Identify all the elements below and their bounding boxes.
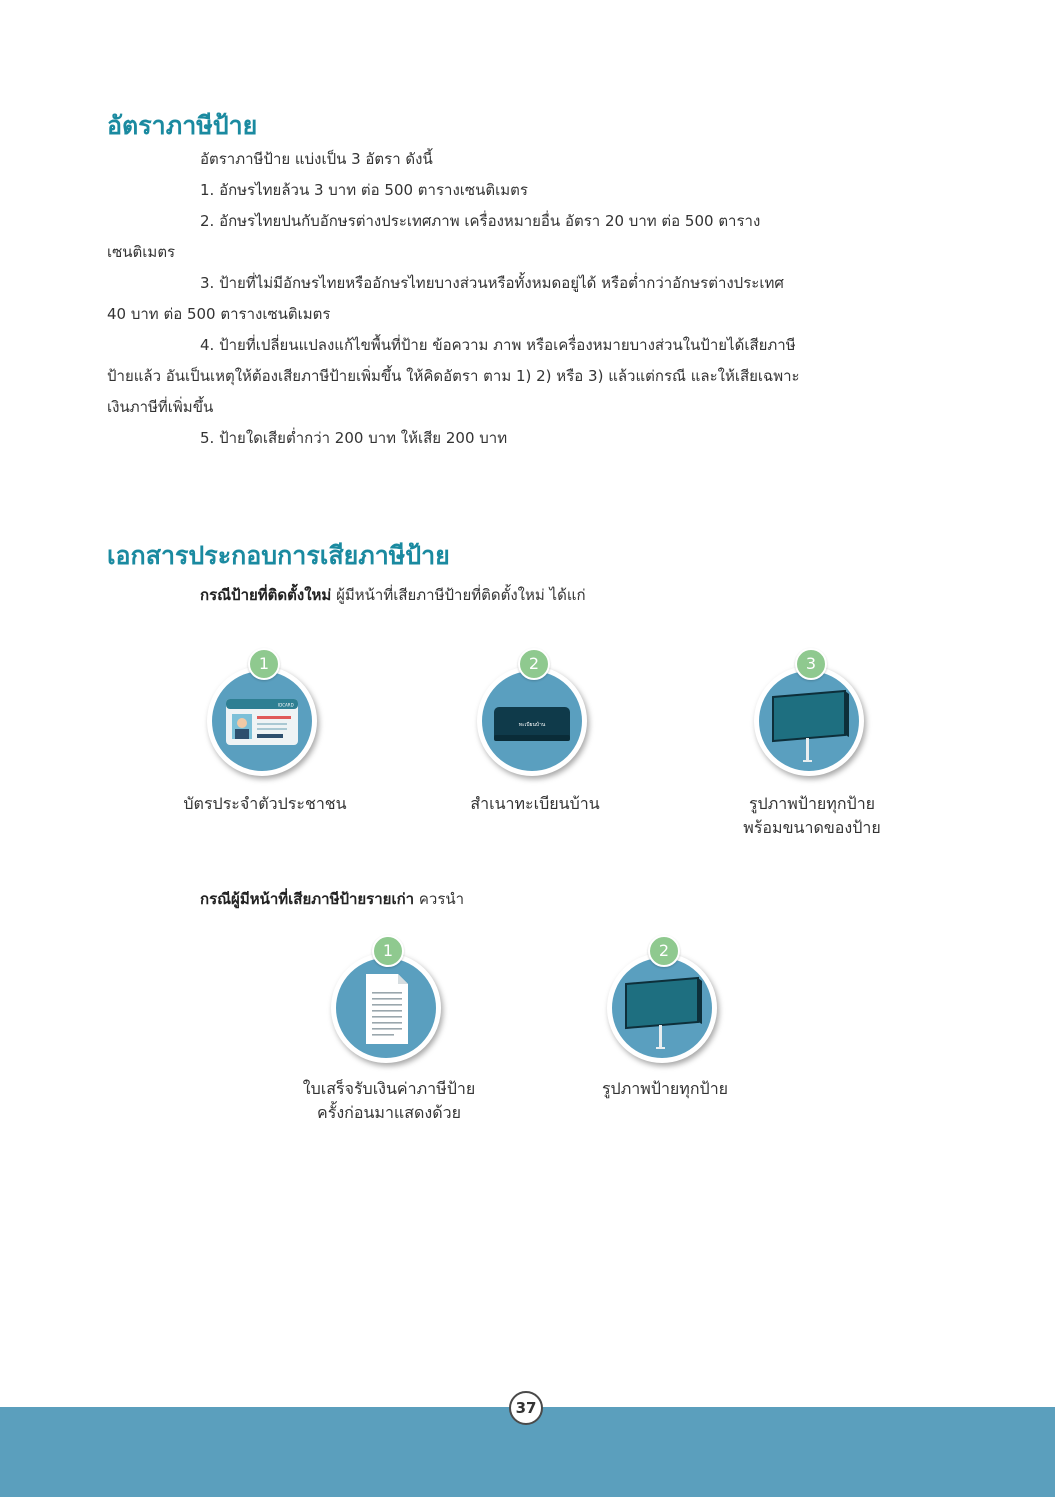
tax-rate-item-5: 5. ป้ายใดเสียต่ำกว่า 200 บาท ให้เสีย 200 บาท [200, 429, 508, 447]
step-badge: 1 [372, 935, 404, 967]
case-old-text: ควรนำ [414, 890, 465, 908]
step-badge: 1 [248, 648, 280, 680]
id-card-icon [207, 666, 317, 776]
case-new-label: กรณีป้ายที่ติดตั้งใหม่ [200, 586, 332, 604]
tax-rate-item-3: 3. ป้ายที่ไม่มีอักษรไทยหรืออักษรไทยบางส่วนหรือทั้งหมดอยู่ได้ หรือต่ำกว่าอักษรต่างประเทศ [200, 274, 784, 292]
step-badge: 2 [518, 648, 550, 680]
section-heading-sign-tax-rates: อัตราภาษีป้าย [107, 111, 258, 140]
step-badge: 2 [648, 935, 680, 967]
doc-caption: รูปภาพป้ายทุกป้าย [601, 1079, 729, 1098]
billboard-icon [607, 953, 717, 1063]
section-heading-documents: เอกสารประกอบการเสียภาษีป้าย [107, 541, 450, 570]
tax-rate-item-2: 2. อักษรไทยปนกับอักษรต่างประเทศภาพ เครื่องหมายอื่น อัตรา 20 บาท ต่อ 500 ตาราง [200, 212, 761, 230]
tax-rate-item-3-cont: 40 บาท ต่อ 500 ตารางเซนติเมตร [107, 305, 331, 323]
billboard-icon [754, 666, 864, 776]
tax-rate-item-4-cont2: เงินภาษีที่เพิ่มขึ้น [107, 398, 214, 416]
case-new-text: ผู้มีหน้าที่เสียภาษีป้ายที่ติดตั้งใหม่ ได้แก่ [331, 586, 586, 604]
case-old-label: กรณีผู้มีหน้าที่เสียภาษีป้ายรายเก่า [200, 890, 415, 908]
house-registration-label: ทะเบียนบ้าน [518, 722, 546, 728]
step-badge: 3 [795, 648, 827, 680]
tax-rate-intro: อัตราภาษีป้าย แบ่งเป็น 3 อัตรา ดังนี้ [200, 150, 433, 168]
house-registration-icon [477, 666, 587, 776]
case-old-payer-subheading [200, 887, 464, 911]
tax-rate-item-2-cont: เซนติเมตร [107, 243, 176, 261]
doc-caption: รูปภาพป้ายทุกป้าย พร้อมขนาดของป้าย [743, 794, 881, 837]
tax-rate-item-4-cont: ป้ายแล้ว อันเป็นเหตุให้ต้องเสียภาษีป้ายเพิ่มขึ้น ให้คิดอัตรา ตาม 1) 2) หรือ 3) แล้วแต่กรณี และให้เสียเฉพาะ [107, 367, 800, 385]
case-new-sign-subheading [200, 583, 586, 607]
doc-caption: บัตรประจำตัวประชาชน [183, 794, 347, 813]
tax-rate-item-1: 1. อักษรไทยล้วน 3 บาท ต่อ 500 ตารางเซนติเมตร [200, 181, 528, 199]
receipt-document-icon [331, 953, 441, 1063]
tax-rate-list [107, 144, 949, 454]
doc-caption: ใบเสร็จรับเงินค่าภาษีป้าย ครั้งก่อนมาแสดงด้วย [302, 1079, 476, 1122]
page-number: 37 [509, 1391, 543, 1425]
tax-rate-item-4: 4. ป้ายที่เปลี่ยนแปลงแก้ไขพื้นที่ป้าย ข้อความ ภาพ หรือเครื่องหมายบางส่วนในป้ายได้เสียภาษี [200, 336, 796, 354]
id-card-label: IDCARD [278, 702, 294, 708]
doc-caption: สำเนาทะเบียนบ้าน [470, 794, 600, 813]
